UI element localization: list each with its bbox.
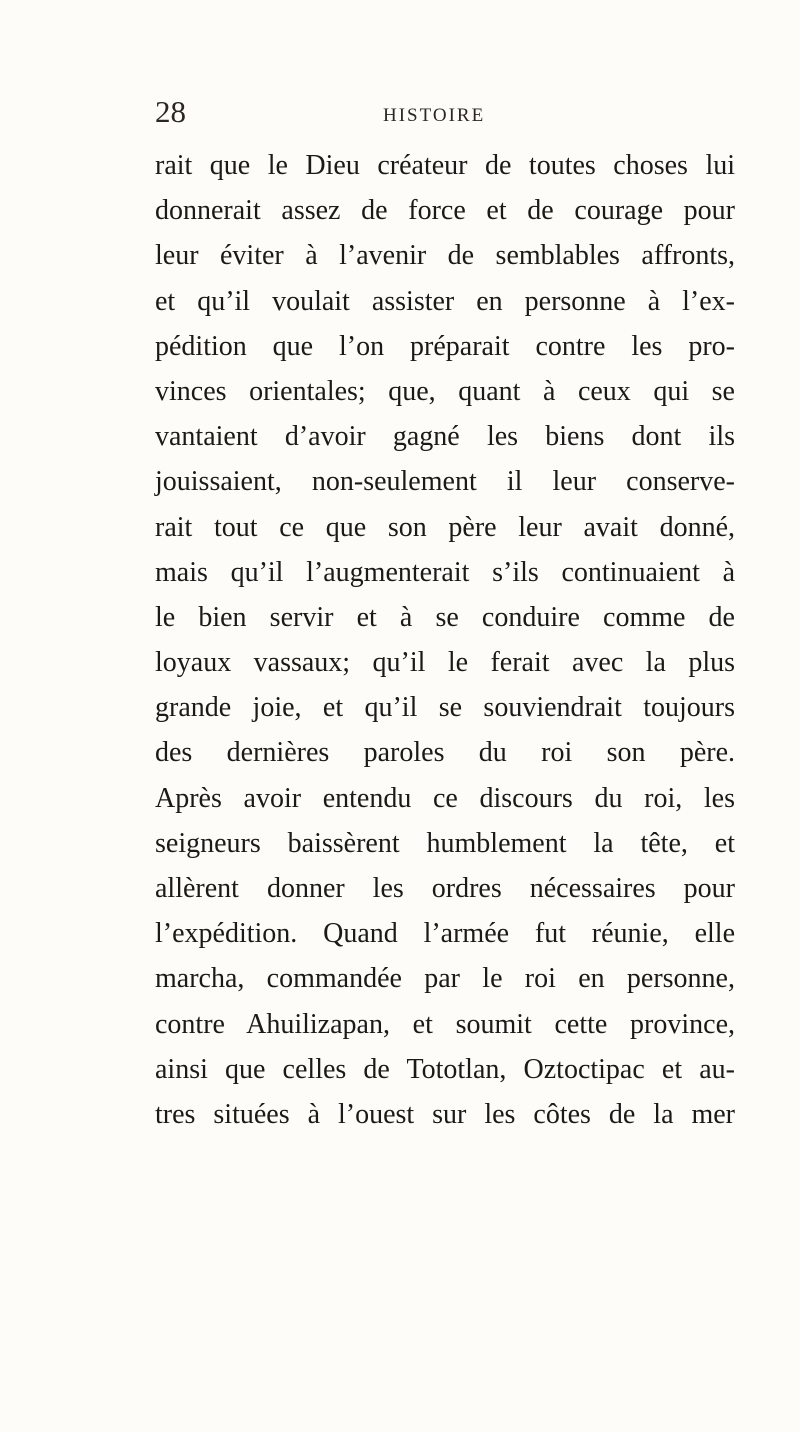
- text-line: jouissaient, non-seulement il leur conserve-: [155, 466, 735, 498]
- page-number: 28: [155, 94, 186, 129]
- body-text: [155, 143, 735, 1137]
- text-line: contre Ahuilizapan, et soumit cette province,: [155, 1008, 735, 1040]
- text-line: leur éviter à l’avenir de semblables affronts,: [155, 240, 735, 272]
- text-line: vantaient d’avoir gagné les biens dont ils: [155, 421, 735, 453]
- text-line: allèrent donner les ordres nécessaires pour: [155, 873, 735, 904]
- text-line: le bien servir et à se conduire comme de: [155, 601, 735, 633]
- text-line: ainsi que celles de Tototlan, Oztoctipac et au-: [155, 1053, 735, 1085]
- text-line: rait tout ce que son père leur avait donné,: [155, 511, 735, 543]
- text-line: grande joie, et qu’il se souviendrait toujours: [155, 692, 735, 724]
- text-line: mais qu’il l’augmenterait s’ils continuaient à: [155, 556, 735, 588]
- text-line: donnerait assez de force et de courage pour: [155, 195, 735, 227]
- running-head: HISTOIRE: [383, 105, 486, 126]
- text-line: l’expédition. Quand l’armée fut réunie, elle: [155, 918, 735, 950]
- text-line: seigneurs baissèrent humblement la tête, et: [155, 827, 735, 859]
- text-line: rait que le Dieu créateur de toutes choses lui: [155, 150, 735, 181]
- text-line: des dernières paroles du roi son père.: [155, 737, 735, 769]
- text-line: loyaux vassaux; qu’il le ferait avec la plus: [155, 647, 735, 679]
- text-line: et qu’il voulait assister en personne à l’ex-: [155, 285, 735, 317]
- text-line: vinces orientales; que, quant à ceux qui se: [155, 375, 735, 407]
- text-line: tres situées à l’ouest sur les côtes de la mer: [155, 1098, 735, 1130]
- text-line: Après avoir entendu ce discours du roi, les: [155, 782, 735, 814]
- text-line: marcha, commandée par le roi en personne,: [155, 963, 735, 995]
- text-line: pédition que l’on préparait contre les pro-: [155, 330, 735, 362]
